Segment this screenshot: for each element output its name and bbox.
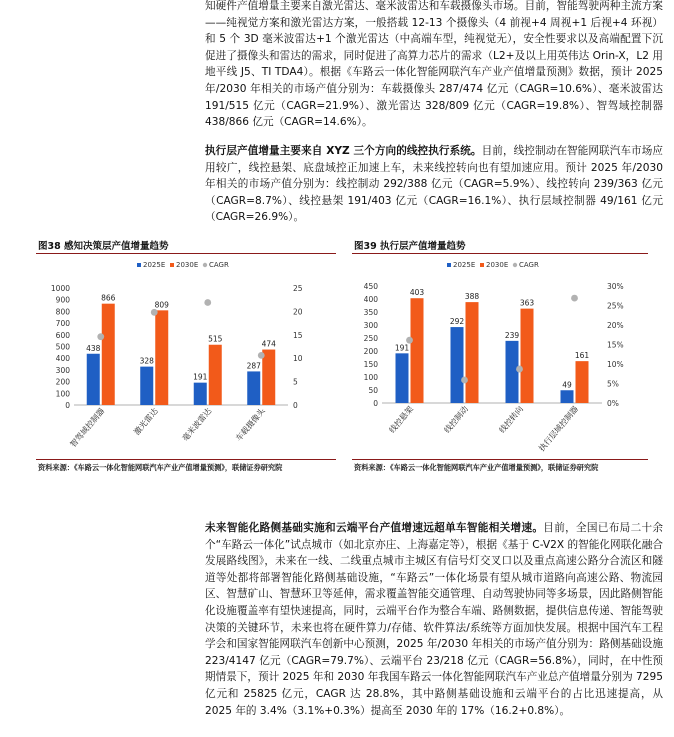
figure-39-bottom-rule bbox=[352, 459, 648, 460]
data-label-2025: 49 bbox=[562, 380, 572, 390]
bar-2030-1 bbox=[411, 298, 424, 403]
paragraph-perception: 知硬件产值增量主要来自激光雷达、毫米波雷达和车载摄像头市场。目前，智能驾驶两种主流方案——纯视觉方案和激光雷达方案，一般搭载 12-13 个摄像头（4 前视+4 周视+1 后视+4 环视）和 5 个 3D 毫米波雷达+1 个激光雷达（中高端车型，纯视觉无），安全性要求以及高端配置下沉促进了摄像头和雷达的需求，同时促进了高算力芯片的需求（L2+及以上用英伟达 Orin-X，L2 用地平线 J5、TI TDA4）。根据《车路云一体化智能网联汽车产业产值增量预测》数据，预计 2025 年/2030 年相关的市场产值分别为：车载摄像头 287/474 亿元（CAGR=10.6%）、毫米波雷达 191/515 亿元（CAGR=21.9%）、激光雷达 328/809 亿元（CAGR=19.8%）、智驾域控制器 438/866 亿元（CAGR=14.6%）。 bbox=[205, 0, 663, 129]
bar-2030-4 bbox=[262, 350, 275, 405]
bar-2025-2 bbox=[140, 367, 153, 405]
y-tick-label: 300 bbox=[363, 321, 378, 330]
y-tick-label: 200 bbox=[55, 377, 70, 387]
paragraph-roadside-lead: 未来智能化路侧基础实施和云端平台产值增速远超单车智能相关增速。 bbox=[205, 522, 544, 534]
bar-2025-4 bbox=[247, 371, 260, 405]
cagr-point-4 bbox=[258, 352, 265, 359]
y-tick-label: 400 bbox=[363, 295, 378, 304]
bar-2030-3 bbox=[209, 345, 222, 405]
paragraph-roadside-cloud bbox=[205, 520, 663, 719]
y2-tick-label: 10 bbox=[293, 354, 303, 364]
y-tick-label: 400 bbox=[55, 354, 70, 364]
cagr-point-3 bbox=[516, 366, 523, 373]
y-tick-label: 1000 bbox=[50, 284, 70, 293]
paragraph-roadside-body: 目前，全国已布局二十余个“车路云一体化”试点城市（如北京亦庄、上海嘉定等），根据《基于 C-V2X 的智能化网联化融合发展路线图》，未来在一线、二线重点城市主城区有信号灯交叉口以及重点高速公路分合流区和隧道等处都将部署智能化路侧基础设施，“车路云”一体化场景有望从城市道路向高速公路、物流园区、智慧矿山、智慧环卫等延伸，需求覆盖智能交通管理、自动驾驶协同等多场景，因此路侧智能化设施覆盖率有望快速提高，同时，云端平台作为整合车端、路侧数据，提供信息传递、智能驾驶决策的关键环节，未来也将在硬件算力/存储、软件算法/系统等方面加快发展。根据中国汽车工程学会和国家智能网联汽车创新中心预测，2025 年/2030 年相关的市场产值分别为：路侧基础设施 223/4147 亿元（CAGR=79.7%）、云端平台 23/218 亿元（CAGR=56.8%），同时，在中性预期情景下，预计 2025 年和 2030 年我国车路云一体化智能网联汽车产业总产值增量分别为 7295 亿元和 25825 亿元，CAGR 达 28.8%，其中路侧基础设施和云端平台的占比迅速提高，从 2025 年的 3.4%（3.1%+0.3%）提高至 2030 年的 17%（16.2+0.8%）。 bbox=[205, 522, 663, 717]
paragraph-execution-lead: 执行层产值增量主要来自 XYZ 三个方向的线控执行系统。 bbox=[205, 145, 482, 157]
bar-2030-4 bbox=[576, 361, 589, 403]
bar-2025-4 bbox=[561, 390, 574, 403]
paragraph-execution-body: 目前，线控制动在智能网联汽车市场应用较广，线控悬架、底盘域控正加速上车，未来线控转向也有望加速应用。预计 2025 年/2030 年相关的市场产值分别为：线控制动 292/388 亿元（CAGR=5.9%）、线控转向 239/363 亿元（CAGR=8.7%）、线控悬架 191/403 亿元（CAGR=16.1%）、执行层域控制器 49/161 亿元（CAGR=26.9%）。 bbox=[205, 145, 663, 224]
y2-tick-label: 10% bbox=[607, 360, 624, 369]
y2-tick-label: 15% bbox=[607, 340, 624, 350]
bar-2025-2 bbox=[451, 327, 464, 403]
y-tick-label: 100 bbox=[363, 373, 378, 382]
y-tick-label: 800 bbox=[55, 307, 70, 317]
chart-execution-layer bbox=[352, 256, 648, 456]
x-tick-label: 毫米波雷达 bbox=[180, 406, 214, 443]
y-tick-label: 300 bbox=[55, 365, 70, 375]
y-tick-label: 250 bbox=[363, 334, 378, 343]
y-tick-label: 0 bbox=[373, 399, 378, 408]
y-tick-label: 600 bbox=[55, 330, 70, 340]
legend-swatch bbox=[170, 263, 174, 267]
data-label-2025: 191 bbox=[193, 372, 208, 382]
figure-39-title: 图39 执行层产值增量趋势 bbox=[354, 241, 466, 252]
bar-2025-3 bbox=[506, 341, 519, 403]
y2-tick-label: 15 bbox=[293, 330, 303, 340]
y2-tick-label: 20% bbox=[607, 321, 624, 330]
y2-tick-label: 0% bbox=[607, 399, 619, 408]
data-label-2030: 161 bbox=[574, 351, 590, 361]
cagr-point-1 bbox=[97, 333, 104, 340]
y2-tick-label: 25 bbox=[293, 284, 303, 293]
cagr-point-2 bbox=[461, 377, 468, 384]
y2-tick-label: 0 bbox=[293, 401, 298, 410]
y2-tick-label: 5% bbox=[607, 379, 619, 389]
data-label-2025: 191 bbox=[394, 343, 410, 353]
figure-39-source: 资料来源：《车路云一体化智能网联汽车产业产值增量预测》，联储证券研究院 bbox=[354, 463, 599, 472]
data-label-2030: 515 bbox=[208, 334, 223, 344]
data-label-2030: 403 bbox=[409, 288, 425, 298]
x-tick-label: 线控制动 bbox=[442, 404, 471, 435]
legend-swatch bbox=[480, 263, 484, 267]
figure-38-source: 资料来源：《车路云一体化智能网联汽车产业产值增量预测》，联储证券研究院 bbox=[38, 463, 283, 472]
figure-39-top-rule bbox=[352, 253, 648, 254]
figure-38-title: 图38 感知决策层产值增量趋势 bbox=[38, 241, 169, 252]
bar-2030-2 bbox=[155, 310, 168, 405]
y-tick-label: 100 bbox=[55, 389, 70, 399]
legend-label: CAGR bbox=[209, 261, 229, 269]
legend-label: CAGR bbox=[519, 261, 539, 269]
chart-perception-layer bbox=[36, 256, 336, 456]
x-tick-label: 线控悬架 bbox=[387, 404, 416, 435]
y-tick-label: 900 bbox=[55, 295, 70, 305]
legend-label: 2025E bbox=[143, 261, 166, 269]
y2-tick-label: 25% bbox=[607, 301, 624, 311]
bar-2025-3 bbox=[194, 383, 207, 405]
bar-2030-3 bbox=[521, 309, 534, 403]
legend-label: 2030E bbox=[176, 261, 199, 269]
data-label-2025: 239 bbox=[504, 330, 520, 340]
y-tick-label: 350 bbox=[363, 308, 378, 317]
legend-swatch bbox=[137, 263, 141, 267]
cagr-point-4 bbox=[571, 295, 578, 302]
figure-38-bottom-rule bbox=[36, 459, 336, 460]
bar-2030-2 bbox=[466, 302, 479, 403]
cagr-point-3 bbox=[204, 299, 211, 306]
y-tick-label: 0 bbox=[65, 401, 70, 410]
data-label-2025: 287 bbox=[246, 361, 261, 371]
x-tick-label: 激光雷达 bbox=[132, 406, 160, 437]
y-tick-label: 150 bbox=[363, 360, 378, 369]
paragraph-execution bbox=[205, 143, 663, 226]
bar-2025-1 bbox=[396, 353, 409, 403]
y2-tick-label: 20 bbox=[293, 307, 303, 317]
data-label-2030: 388 bbox=[464, 292, 480, 302]
y-tick-label: 50 bbox=[368, 386, 378, 395]
bar-2030-1 bbox=[102, 304, 115, 405]
legend-swatch bbox=[203, 263, 207, 267]
data-label-2025: 328 bbox=[139, 356, 154, 366]
legend-swatch bbox=[513, 263, 517, 267]
y-tick-label: 200 bbox=[363, 347, 378, 356]
data-label-2030: 809 bbox=[154, 300, 169, 310]
data-label-2030: 866 bbox=[101, 293, 116, 303]
y-tick-label: 700 bbox=[55, 319, 70, 329]
cagr-point-1 bbox=[406, 337, 413, 344]
x-tick-label: 线控转向 bbox=[497, 404, 526, 435]
legend-swatch bbox=[447, 263, 451, 267]
figure-38-top-rule bbox=[36, 253, 336, 254]
legend-label: 2030E bbox=[486, 261, 509, 269]
bar-2025-1 bbox=[87, 354, 100, 405]
legend-label: 2025E bbox=[453, 261, 476, 269]
y-tick-label: 450 bbox=[363, 282, 378, 291]
data-label-2030: 474 bbox=[261, 339, 276, 349]
y-tick-label: 500 bbox=[55, 342, 70, 352]
data-label-2025: 292 bbox=[449, 317, 465, 327]
y2-tick-label: 30% bbox=[607, 282, 624, 291]
x-tick-label: 车载摄像头 bbox=[234, 406, 267, 443]
data-label-2025: 438 bbox=[86, 343, 101, 353]
cagr-point-2 bbox=[151, 309, 158, 316]
data-label-2030: 363 bbox=[519, 298, 535, 308]
x-tick-label: 执行层域控制器 bbox=[537, 404, 581, 454]
x-tick-label: 智驾域控制器 bbox=[68, 406, 107, 450]
y2-tick-label: 5 bbox=[293, 377, 298, 387]
